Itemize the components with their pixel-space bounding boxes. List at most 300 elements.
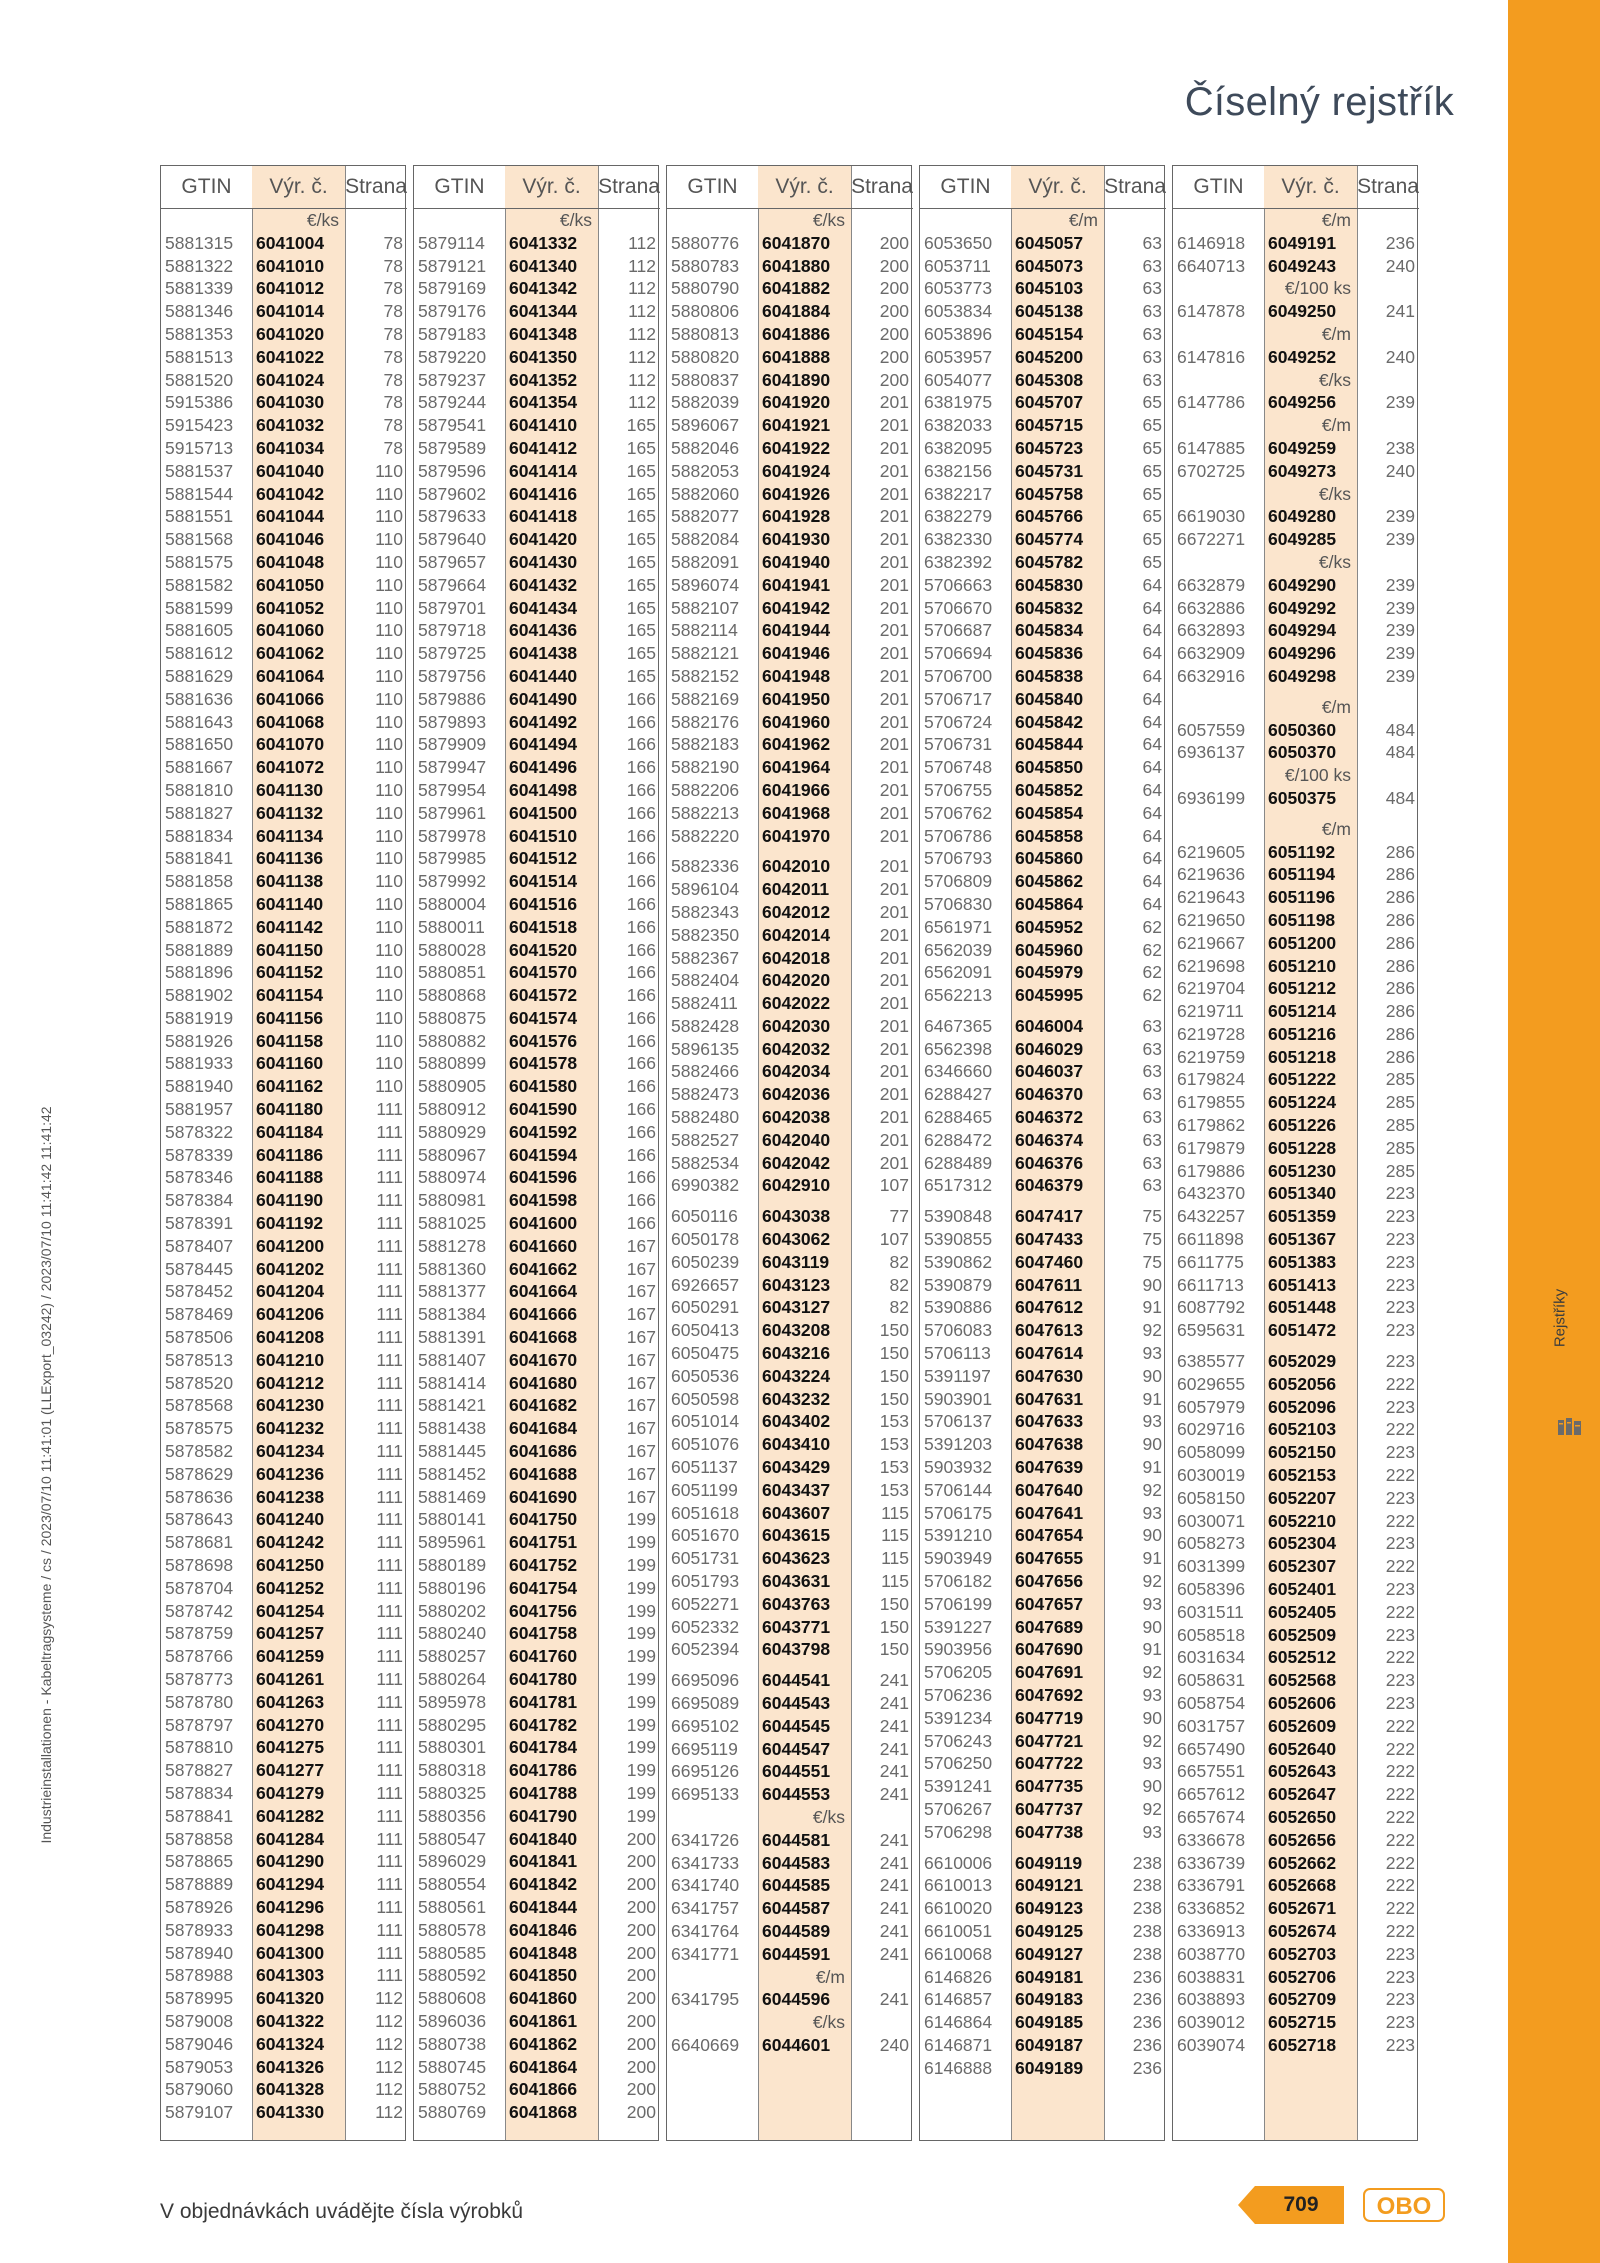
product-number-cell: 6052304 xyxy=(1268,1533,1337,1554)
product-number-cell: 6041044 xyxy=(256,506,325,527)
gtin-cell: 5882091 xyxy=(671,551,740,572)
table-row xyxy=(1173,1296,1419,1319)
table-row xyxy=(414,1919,660,1942)
page-cell: 222 xyxy=(1385,1647,1415,1668)
gtin-cell: 5878582 xyxy=(165,1441,234,1462)
column-header-gtin: GTIN xyxy=(161,166,252,209)
table-row xyxy=(414,1942,660,1965)
table-row xyxy=(920,1943,1166,1966)
table-row xyxy=(667,1388,913,1411)
page-cell: 201 xyxy=(879,1107,909,1128)
table-row xyxy=(414,1030,660,1053)
table-row xyxy=(920,1205,1166,1228)
page-cell: 111 xyxy=(376,1372,403,1393)
gtin-cell: 6432257 xyxy=(1177,1206,1246,1227)
page-cell: 223 xyxy=(1385,1624,1415,1645)
gtin-cell: 5878810 xyxy=(165,1737,234,1758)
gtin-cell: 5706717 xyxy=(924,688,993,709)
gtin-cell: 5881544 xyxy=(165,483,234,504)
gtin-cell: 5880974 xyxy=(418,1167,487,1188)
table-row xyxy=(920,1106,1166,1129)
table-row xyxy=(414,437,660,460)
product-number-cell: 6042036 xyxy=(762,1084,831,1105)
gtin-cell: 5881643 xyxy=(165,711,234,732)
page-cell: 165 xyxy=(626,620,656,641)
gtin-cell: 5879602 xyxy=(418,483,487,504)
table-row xyxy=(1173,1601,1419,1624)
product-number-cell: 6049123 xyxy=(1015,1898,1084,1919)
gtin-cell: 6341726 xyxy=(671,1829,740,1850)
page-cell: 78 xyxy=(383,346,403,367)
page-cell: 200 xyxy=(879,323,909,344)
unit-row xyxy=(414,209,660,232)
product-number-cell: 6041188 xyxy=(256,1167,324,1188)
gtin-cell: 6595631 xyxy=(1177,1320,1246,1341)
gtin-cell: 5881896 xyxy=(165,962,234,983)
table-row xyxy=(414,1326,660,1349)
table-row xyxy=(161,1212,407,1235)
table-row xyxy=(161,255,407,278)
table-row xyxy=(667,1669,913,1692)
page-cell: 65 xyxy=(1142,415,1162,436)
gtin-cell: 5878643 xyxy=(165,1509,234,1530)
table-row xyxy=(1173,255,1419,278)
table-row xyxy=(414,711,660,734)
page-cell: 241 xyxy=(879,1670,909,1691)
gtin-cell: 6052394 xyxy=(671,1639,740,1660)
table-row xyxy=(920,779,1166,802)
table-row xyxy=(414,597,660,620)
page-cell: 241 xyxy=(879,1715,909,1736)
page-cell: 111 xyxy=(376,1669,403,1689)
table-row xyxy=(667,1228,913,1251)
gtin-cell: 6341764 xyxy=(671,1920,740,1941)
page-cell: 200 xyxy=(626,2033,656,2054)
page-cell: 286 xyxy=(1385,932,1415,953)
gtin-cell: 6632909 xyxy=(1177,643,1246,664)
section-gap xyxy=(920,1197,1166,1205)
gtin-cell: 5882336 xyxy=(671,856,740,877)
product-number-cell: 6041844 xyxy=(509,1896,578,1917)
gtin-cell: 5706694 xyxy=(924,643,993,664)
table-row xyxy=(1173,1829,1419,1852)
page-cell: 63 xyxy=(1142,369,1162,390)
product-number-cell: 6041510 xyxy=(509,825,578,846)
product-number-cell: 6049280 xyxy=(1268,506,1337,527)
product-number-cell: 6041966 xyxy=(762,779,831,800)
gtin-cell: 6695089 xyxy=(671,1693,740,1713)
product-number-cell: 6041920 xyxy=(762,392,831,413)
gtin-cell: 6146864 xyxy=(924,2012,993,2033)
page-cell: 200 xyxy=(879,346,909,367)
gtin-cell: 5882084 xyxy=(671,529,740,550)
page-cell: 111 xyxy=(376,1555,403,1576)
price-unit: €/ks xyxy=(306,210,339,230)
gtin-cell: 5879237 xyxy=(418,369,487,390)
table-row xyxy=(667,2034,913,2057)
table-row xyxy=(920,2011,1166,2034)
gtin-cell: 6657612 xyxy=(1177,1784,1246,1805)
gtin-cell: 6382279 xyxy=(924,506,993,527)
gtin-cell: 5878704 xyxy=(165,1577,234,1598)
gtin-cell: 5881360 xyxy=(418,1258,487,1279)
page-cell: 199 xyxy=(626,1691,656,1712)
page-cell: 201 xyxy=(879,924,909,945)
product-number-cell: 6041590 xyxy=(509,1099,578,1120)
gtin-cell: 5879701 xyxy=(418,597,487,618)
table-row xyxy=(1173,841,1419,864)
table-row xyxy=(667,597,913,620)
unit-row xyxy=(667,1966,913,1989)
gtin-cell: 5880202 xyxy=(418,1600,487,1621)
product-number-cell: 6041688 xyxy=(509,1463,578,1484)
product-number-cell: 6041600 xyxy=(509,1213,578,1234)
gtin-cell: 5895961 xyxy=(418,1532,487,1553)
table-row xyxy=(1173,665,1419,688)
product-number-cell: 6042038 xyxy=(762,1107,831,1128)
table-row xyxy=(161,414,407,437)
gtin-cell: 6031399 xyxy=(1177,1556,1246,1577)
table-row xyxy=(667,1274,913,1297)
product-number-cell: 6041303 xyxy=(256,1965,325,1986)
page-cell: 167 xyxy=(626,1349,656,1370)
product-number-cell: 6041204 xyxy=(256,1281,325,1302)
product-number-cell: 6045995 xyxy=(1015,985,1084,1006)
table-row xyxy=(414,2101,660,2124)
page-cell: 240 xyxy=(879,2034,909,2055)
page-cell: 167 xyxy=(626,1372,656,1393)
product-number-cell: 6041046 xyxy=(256,529,325,550)
page-cell: 166 xyxy=(626,1213,656,1234)
table-row xyxy=(920,460,1166,483)
gtin-cell: 5706830 xyxy=(924,893,993,914)
gtin-cell: 5903901 xyxy=(924,1388,993,1409)
page-cell: 200 xyxy=(626,2010,656,2031)
page-cell: 201 xyxy=(879,711,909,732)
product-number-cell: 6045832 xyxy=(1015,597,1084,618)
product-number-cell: 6041160 xyxy=(256,1053,324,1074)
product-number-cell: 6047639 xyxy=(1015,1457,1084,1478)
gtin-cell: 6610006 xyxy=(924,1852,993,1873)
gtin-cell: 5880929 xyxy=(418,1121,487,1142)
gtin-cell: 5881667 xyxy=(165,757,234,778)
page-cell: 93 xyxy=(1142,1502,1162,1523)
product-number-cell: 6041012 xyxy=(256,278,325,299)
gtin-cell: 5878469 xyxy=(165,1304,234,1325)
product-number-cell: 6041430 xyxy=(509,551,578,572)
table-row xyxy=(161,1736,407,1759)
product-number-cell: 6041970 xyxy=(762,825,831,846)
table-row xyxy=(161,483,407,506)
page-cell: 201 xyxy=(879,947,909,968)
section-gap xyxy=(920,1007,1166,1015)
table-row xyxy=(161,1417,407,1440)
page-cell: 239 xyxy=(1385,392,1415,413)
gtin-cell: 6336739 xyxy=(1177,1852,1246,1873)
product-number-cell: 6049119 xyxy=(1015,1852,1083,1873)
table-row xyxy=(667,1783,913,1806)
table-row xyxy=(667,1433,913,1456)
gtin-cell: 5880028 xyxy=(418,939,487,960)
page-cell: 285 xyxy=(1385,1137,1415,1158)
table-row xyxy=(414,1691,660,1714)
product-number-cell: 6041259 xyxy=(256,1646,325,1667)
gtin-cell: 5879985 xyxy=(418,848,487,869)
table-row xyxy=(920,665,1166,688)
page-cell: 64 xyxy=(1142,688,1162,709)
product-number-cell: 6041942 xyxy=(762,597,831,618)
table-row xyxy=(1173,2034,1419,2057)
gtin-cell: 5706700 xyxy=(924,665,993,686)
product-number-cell: 6041884 xyxy=(762,301,831,322)
table-row xyxy=(667,300,913,323)
page-cell: 153 xyxy=(879,1411,909,1432)
gtin-cell: 5391227 xyxy=(924,1616,993,1637)
gtin-cell: 5880882 xyxy=(418,1030,487,1051)
table-row xyxy=(414,1394,660,1417)
gtin-cell: 6936137 xyxy=(1177,742,1246,763)
product-number-cell: 6041322 xyxy=(256,2010,325,2031)
page-cell: 238 xyxy=(1132,1898,1162,1919)
page-cell: 167 xyxy=(626,1304,656,1325)
gtin-cell: 5915423 xyxy=(165,415,234,436)
product-number-cell: 6041580 xyxy=(509,1076,578,1097)
table-row xyxy=(667,733,913,756)
product-number-cell: 6042011 xyxy=(762,879,830,900)
product-number-cell: 6041042 xyxy=(256,483,325,504)
page-cell: 111 xyxy=(376,1213,403,1234)
table-row xyxy=(161,1759,407,1782)
product-number-cell: 6049187 xyxy=(1015,2034,1084,2055)
product-number-cell: 6047657 xyxy=(1015,1593,1084,1614)
unit-row xyxy=(161,209,407,232)
gtin-cell: 5881926 xyxy=(165,1030,234,1051)
table-row xyxy=(920,2034,1166,2057)
page-cell: 63 xyxy=(1142,301,1162,322)
product-number-cell: 6044547 xyxy=(762,1738,831,1759)
table-row xyxy=(161,1668,407,1691)
gtin-cell: 5881568 xyxy=(165,529,234,550)
page-cell: 91 xyxy=(1142,1457,1162,1478)
product-number-cell: 6041150 xyxy=(256,939,324,960)
page-cell: 112 xyxy=(628,369,656,390)
gtin-cell: 6051199 xyxy=(671,1479,738,1500)
page-cell: 112 xyxy=(628,392,656,413)
table-row xyxy=(920,1456,1166,1479)
table-row xyxy=(414,1987,660,2010)
gtin-cell: 5706809 xyxy=(924,871,993,892)
table-row xyxy=(920,255,1166,278)
page-cell: 199 xyxy=(626,1805,656,1826)
table-row xyxy=(667,1410,913,1433)
product-number-cell: 6051196 xyxy=(1268,887,1336,908)
page-cell: 78 xyxy=(383,369,403,390)
gtin-cell: 5706175 xyxy=(924,1502,993,1523)
page-cell: 62 xyxy=(1142,962,1162,983)
page-cell: 110 xyxy=(375,1007,403,1028)
table-row xyxy=(920,1502,1166,1525)
product-number-cell: 6041152 xyxy=(256,962,324,983)
gtin-cell: 6611713 xyxy=(1177,1274,1244,1295)
column-header-page: Strana xyxy=(345,166,407,209)
product-number-cell: 6041261 xyxy=(256,1669,325,1689)
product-number-cell: 6041410 xyxy=(509,415,578,436)
table-row xyxy=(667,1456,913,1479)
product-number-cell: 6052647 xyxy=(1268,1784,1337,1805)
product-number-cell: 6045850 xyxy=(1015,757,1084,778)
product-number-cell: 6049256 xyxy=(1268,392,1337,413)
table-row xyxy=(920,847,1166,870)
gtin-cell: 5881865 xyxy=(165,893,234,914)
product-number-cell: 6045834 xyxy=(1015,620,1084,641)
table-row xyxy=(1173,1396,1419,1419)
table-row xyxy=(1173,1578,1419,1601)
product-number-cell: 6045836 xyxy=(1015,643,1084,664)
page-cell: 62 xyxy=(1142,916,1162,937)
table-row xyxy=(414,1280,660,1303)
table-row xyxy=(414,277,660,300)
gtin-cell: 5882039 xyxy=(671,392,740,413)
table-row xyxy=(161,1691,407,1714)
page-cell: 201 xyxy=(879,1129,909,1150)
gtin-cell: 5878841 xyxy=(165,1805,234,1826)
table-row xyxy=(667,574,913,597)
product-number-cell: 6049185 xyxy=(1015,2012,1084,2033)
page-cell: 201 xyxy=(879,574,909,595)
gtin-cell: 5881469 xyxy=(418,1486,487,1507)
page-cell: 93 xyxy=(1142,1593,1162,1614)
page-cell: 199 xyxy=(626,1509,656,1530)
page-cell: 239 xyxy=(1385,529,1415,550)
page-cell: 222 xyxy=(1385,1601,1415,1622)
product-number-cell: 6041882 xyxy=(762,278,831,299)
gtin-cell: 6050291 xyxy=(671,1297,740,1318)
table-row xyxy=(920,1479,1166,1502)
page-cell: 65 xyxy=(1142,483,1162,504)
gtin-cell: 5882466 xyxy=(671,1061,740,1082)
gtin-cell: 5878506 xyxy=(165,1327,234,1348)
product-number-cell: 6041230 xyxy=(256,1395,325,1416)
table-row xyxy=(1173,1464,1419,1487)
product-number-cell: 6051472 xyxy=(1268,1320,1337,1341)
page-cell: 484 xyxy=(1385,719,1415,740)
table-row xyxy=(667,1296,913,1319)
product-number-cell: 6049121 xyxy=(1015,1875,1084,1896)
gtin-cell: 5882343 xyxy=(671,901,740,922)
table-row xyxy=(920,1988,1166,2011)
gtin-cell: 6562213 xyxy=(924,985,993,1006)
page-cell: 111 xyxy=(376,1235,403,1256)
page-cell: 110 xyxy=(375,1076,403,1097)
product-number-cell: 6041232 xyxy=(256,1418,325,1439)
gtin-cell: 6341771 xyxy=(671,1943,740,1964)
page-cell: 223 xyxy=(1385,1183,1415,1204)
gtin-cell: 5878797 xyxy=(165,1714,234,1735)
page-cell: 166 xyxy=(626,985,656,1006)
product-number-cell: 6041068 xyxy=(256,711,325,732)
table-row xyxy=(920,1083,1166,1106)
page-cell: 286 xyxy=(1385,955,1415,976)
gtin-cell: 5879114 xyxy=(418,232,485,253)
product-number-cell: 6044596 xyxy=(762,1989,831,2010)
table-row xyxy=(920,1593,1166,1616)
product-number-cell: 6051340 xyxy=(1268,1183,1337,1204)
table-row xyxy=(920,437,1166,460)
page-cell: 90 xyxy=(1142,1274,1162,1295)
gtin-cell: 5882046 xyxy=(671,437,740,458)
gtin-cell: 6050413 xyxy=(671,1320,740,1341)
product-number-cell: 6046372 xyxy=(1015,1107,1084,1128)
product-number-cell: 6042040 xyxy=(762,1129,831,1150)
gtin-cell: 5880592 xyxy=(418,1965,487,1986)
column-header-product-number: Výr. č. xyxy=(758,166,851,209)
table-row xyxy=(920,1319,1166,1342)
product-number-cell: 6043607 xyxy=(762,1502,831,1523)
product-number-cell: 6045838 xyxy=(1015,665,1084,686)
page-cell: 112 xyxy=(375,2010,403,2031)
gtin-cell: 5879596 xyxy=(418,460,487,481)
gtin-cell: 5880295 xyxy=(418,1714,487,1735)
product-number-cell: 6041210 xyxy=(256,1349,325,1370)
product-number-cell: 6041270 xyxy=(256,1714,325,1735)
gtin-cell: 5878445 xyxy=(165,1258,234,1279)
gtin-cell: 5882213 xyxy=(671,802,740,823)
table-row xyxy=(667,1152,913,1175)
gtin-cell: 5878759 xyxy=(165,1623,234,1644)
product-number-cell: 6047417 xyxy=(1015,1206,1084,1227)
product-number-cell: 6045864 xyxy=(1015,893,1084,914)
table-row xyxy=(920,1874,1166,1897)
page-cell: 65 xyxy=(1142,551,1162,572)
table-row xyxy=(161,1942,407,1965)
table-row xyxy=(1173,932,1419,955)
page-cell: 200 xyxy=(626,1942,656,1963)
gtin-cell: 5880752 xyxy=(418,2079,487,2100)
gtin-cell: 5882190 xyxy=(671,757,740,778)
price-unit: €/m xyxy=(1321,415,1351,436)
table-row xyxy=(667,992,913,1015)
page-cell: 111 xyxy=(376,1577,403,1598)
product-number-cell: 6041020 xyxy=(256,323,325,344)
page-cell: 111 xyxy=(376,1349,403,1370)
gtin-cell: 5881278 xyxy=(418,1235,487,1256)
product-number-cell: 6052153 xyxy=(1268,1465,1337,1486)
table-row xyxy=(920,1897,1166,1920)
page-cell: 285 xyxy=(1385,1092,1415,1113)
gtin-cell: 5879909 xyxy=(418,734,487,755)
table-row xyxy=(667,619,913,642)
product-number-cell: 6041860 xyxy=(509,1988,578,2009)
gtin-cell: 5878926 xyxy=(165,1896,234,1917)
table-row xyxy=(414,1645,660,1668)
gtin-cell: 6611775 xyxy=(1177,1251,1244,1272)
table-row xyxy=(1173,787,1419,810)
page-cell: 165 xyxy=(626,665,656,686)
table-row xyxy=(1173,619,1419,642)
gtin-cell: 5878780 xyxy=(165,1691,234,1712)
gtin-cell: 6381975 xyxy=(924,392,993,413)
table-row xyxy=(414,551,660,574)
product-number-cell: 6051218 xyxy=(1268,1046,1337,1067)
product-number-cell: 6041926 xyxy=(762,483,831,504)
table-row xyxy=(1173,1966,1419,1989)
page-cell: 111 xyxy=(376,1828,403,1849)
gtin-cell: 6146918 xyxy=(1177,232,1246,253)
gtin-cell: 5879886 xyxy=(418,688,487,709)
gtin-cell: 6695133 xyxy=(671,1784,740,1805)
product-number-cell: 6052715 xyxy=(1268,2012,1337,2033)
page-cell: 166 xyxy=(626,734,656,755)
